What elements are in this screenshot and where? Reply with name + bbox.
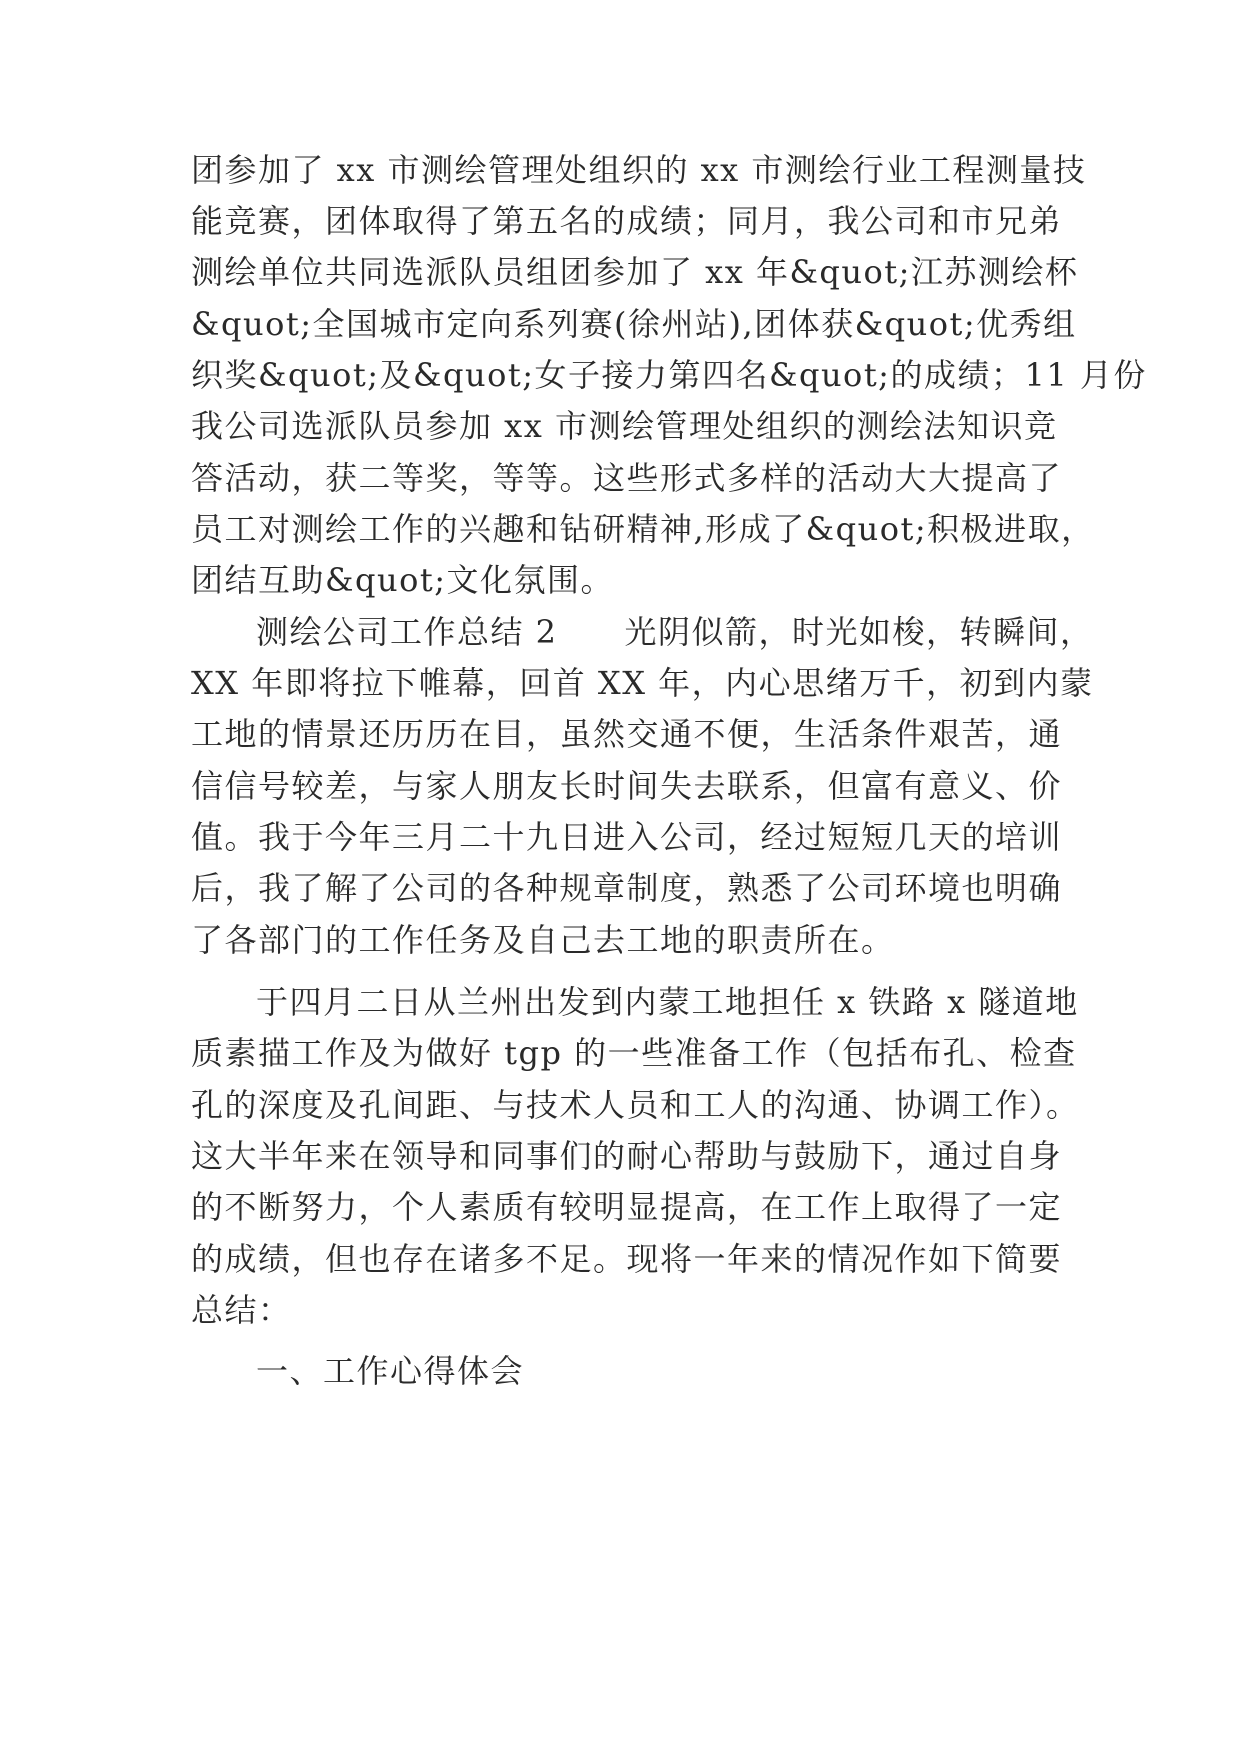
text-line: 了各部门的工作任务及自己去工地的职责所在。 [191, 921, 895, 959]
text-line: 答活动，获二等奖，等等。这些形式多样的活动大大提高了 [191, 459, 1063, 497]
text-line: 的不断努力，个人素质有较明显提高，在工作上取得了一定 [191, 1188, 1063, 1226]
text-line: 这大半年来在领导和同事们的耐心帮助与鼓励下，通过自身 [191, 1137, 1063, 1175]
text-line: 工地的情景还历历在目，虽然交通不便，生活条件艰苦，通 [191, 715, 1063, 753]
text-line: 我公司选派队员参加 xx 市测绘管理处组织的测绘法知识竞 [191, 407, 1058, 445]
text-line: 值。我于今年三月二十九日进入公司，经过短短几天的培训 [191, 818, 1063, 856]
text-line: 的成绩，但也存在诸多不足。现将一年来的情况作如下简要 [191, 1240, 1063, 1278]
text-line: &quot;全国城市定向系列赛(徐州站),团体获&quot;优秀组 [191, 305, 1077, 343]
text-line: 测绘单位共同选派队员组团参加了 xx 年&quot;江苏测绘杯 [191, 253, 1079, 291]
text-line: 员工对测绘工作的兴趣和钻研精神,形成了&quot;积极进取， [191, 510, 1095, 548]
text-line: 孔的深度及孔间距、与技术人员和工人的沟通、协调工作）。 [191, 1086, 1080, 1124]
text-line: XX 年即将拉下帷幕，回首 XX 年，内心思绪万千，初到内蒙 [191, 664, 1094, 702]
text-line: 团结互助&quot;文化氛围。 [191, 561, 614, 599]
text-line: 信信号较差，与家人朋友长时间失去联系，但富有意义、价 [191, 767, 1063, 805]
text-line: 团参加了 xx 市测绘管理处组织的 xx 市测绘行业工程测量技 [191, 151, 1087, 189]
text-line: 能竞赛，团体取得了第五名的成绩；同月，我公司和市兄弟 [191, 202, 1063, 240]
section-heading-line: 测绘公司工作总结 2 光阴似箭，时光如梭，转瞬间， [256, 613, 1094, 651]
text-line: 总结： [191, 1291, 292, 1329]
text-line: 后，我了解了公司的各种规章制度，熟悉了公司环境也明确 [191, 869, 1063, 907]
text-line: 质素描工作及为做好 tgp 的一些准备工作（包括布孔、检查 [191, 1034, 1077, 1072]
text-line: 于四月二日从兰州出发到内蒙工地担任 x 铁路 x 隧道地 [256, 983, 1079, 1021]
text-line: 织奖&quot;及&quot;女子接力第四名&quot;的成绩；11 月份 [191, 356, 1147, 394]
section-heading: 一、工作心得体会 [256, 1352, 525, 1390]
